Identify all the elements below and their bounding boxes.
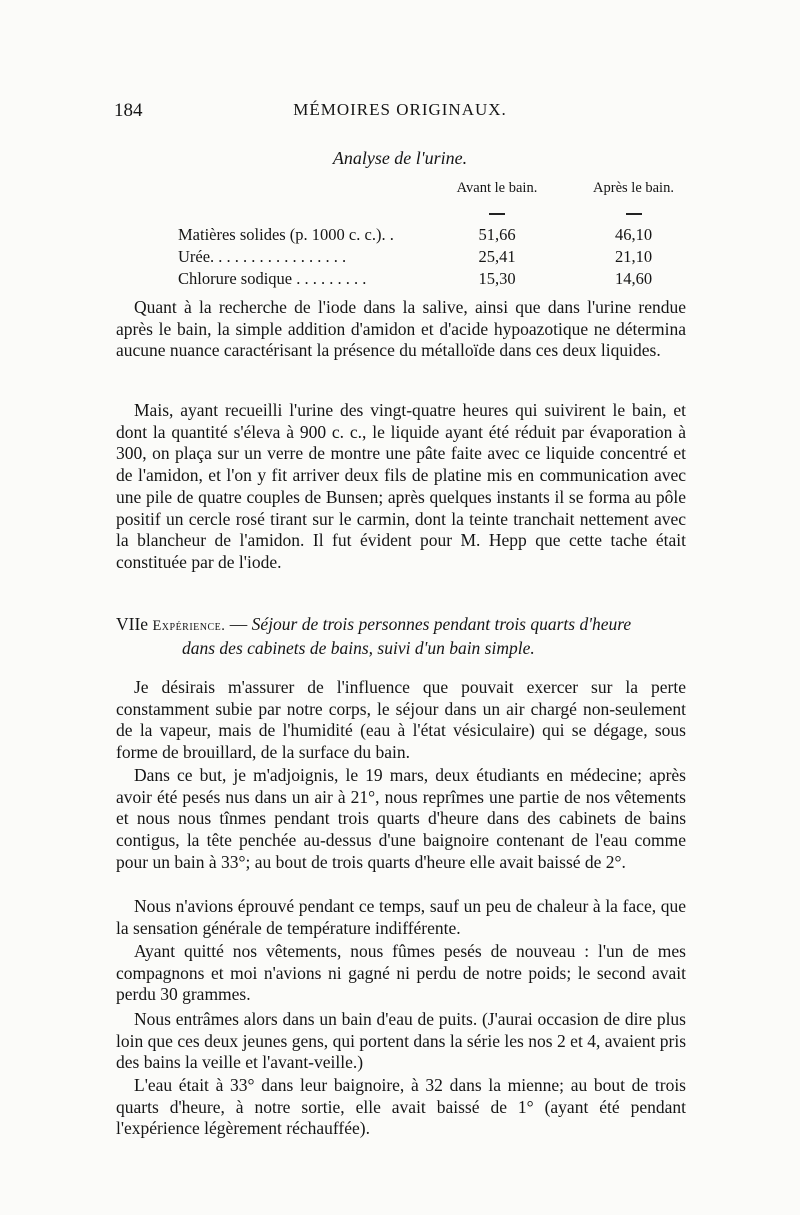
experiment-number: VIIe (116, 614, 149, 634)
dash-after (571, 202, 696, 224)
table-dash-row (178, 202, 696, 224)
row-label: Matières solides (p. 1000 c. c.). . (178, 225, 394, 244)
experiment-title-line1: Séjour de trois personnes pendant trois quarts d'heure (251, 614, 632, 634)
paragraph-temperature: L'eau était à 33° dans leur baignoire, à 32 dans la mienne; au bout de trois quarts d'heure, à notre sortie, elle avait baissé de 1° (ayant été pendant l'expérience légèrement réchauffée). (116, 1075, 686, 1139)
row-before-value: 25,41 (478, 247, 516, 266)
experiment-title-line2: dans des cabinets de bains, suivi d'un bain simple. (182, 637, 535, 658)
paragraph-sensation: Nous n'avions éprouvé pendant ce temps, sauf un peu de chaleur à la face, que la sensation générale de température indifférente. (116, 896, 686, 938)
dash-before (423, 202, 571, 224)
experiment-label: Expérience. (152, 618, 226, 634)
table-header-before: Avant le bain. (456, 180, 538, 196)
row-label: Urée. . . . . . . . . . . . . . . . . (178, 247, 347, 266)
paragraph-protocol: Dans ce but, je m'adjoignis, le 19 mars, deux étudiants en médecine; après avoir été pesés nus dans un air à 21°, nous reprîmes une partie de nos vêtements et nous nous tînmes pendant trois quarts d'heure dans des cabinets de bains contigus, la tête penchée au-dessus d'une baignoire contenant de l'eau comme pour un bain à 33°; au bout de trois quarts d'heure elle avait baissé de 2°. (116, 765, 686, 872)
table-header-after: Après le bain. (593, 180, 674, 196)
paragraph-bain-puits: Nous entrâmes alors dans un bain d'eau de puits. (J'aurai occasion de dire plus loin que ces deux jeunes gens, qui portent dans la série les nos 2 et 4, avaient pris des bains la veille et l'avant-veille.) (116, 1009, 686, 1073)
page-number: 184 (114, 100, 143, 121)
table-row (178, 246, 696, 268)
experiment-dash: — (225, 614, 252, 634)
paragraph-pesee: Ayant quitté nos vêtements, nous fûmes pesés de nouveau : l'un de mes compagnons et moi n'avions ni gagné ni perdu de notre poids; le second avait perdu 30 grammes. (116, 941, 686, 1005)
running-head: MÉMOIRES ORIGINAUX. (293, 100, 507, 119)
urine-analysis-table (178, 180, 696, 290)
paragraph-influence: Je désirais m'assurer de l'influence que pouvait exercer sur la perte constamment subie par notre corps, le séjour dans un air chargé non-seulement de la vapeur, mais de l'humidité (eau à l'état vésiculaire) qui se dégage, sous forme de brouillard, de la surface du bain. (116, 677, 686, 763)
table-row (178, 268, 696, 290)
section-title: Analyse de l'urine. (332, 148, 468, 168)
table-header-empty (178, 180, 423, 202)
row-after-value: 14,60 (614, 269, 653, 288)
paragraph-iode-salive: Quant à la recherche de l'iode dans la salive, ainsi que dans l'urine rendue après le bain, la simple addition d'amidon et d'acide hypoazotique ne détermina aucune nuance caractérisant la présence du métalloïde dans ces deux liquides. (116, 297, 686, 361)
row-after-value: 21,10 (614, 247, 653, 266)
experiment-heading (116, 614, 686, 659)
paragraph-urine-bunsen: Mais, ayant recueilli l'urine des vingt-quatre heures qui suivirent le bain, et dont la quantité s'éleva à 900 c. c., le liquide ayant été réduit par évaporation à 300, on plaça sur un verre de montre une pâte faite avec ce liquide concentré et de l'amidon, et l'on y fit arriver deux fils de platine mis en communication avec une pile de quatre couples de Bunsen; après quelques instants il se forma au pôle positif un cercle rosé tirant sur le carmin, dont la teinte tranchait nettement avec la blancheur de l'amidon. Il fut évident pour M. Hepp que cette tache était constituée par de l'iode. (116, 400, 686, 572)
table-row (178, 224, 696, 246)
table-header-row (178, 180, 696, 202)
row-label: Chlorure sodique . . . . . . . . . (178, 269, 367, 288)
row-before-value: 15,30 (478, 269, 516, 288)
page-header (114, 100, 686, 124)
row-after-value: 46,10 (614, 225, 653, 244)
row-before-value: 51,66 (478, 225, 516, 244)
